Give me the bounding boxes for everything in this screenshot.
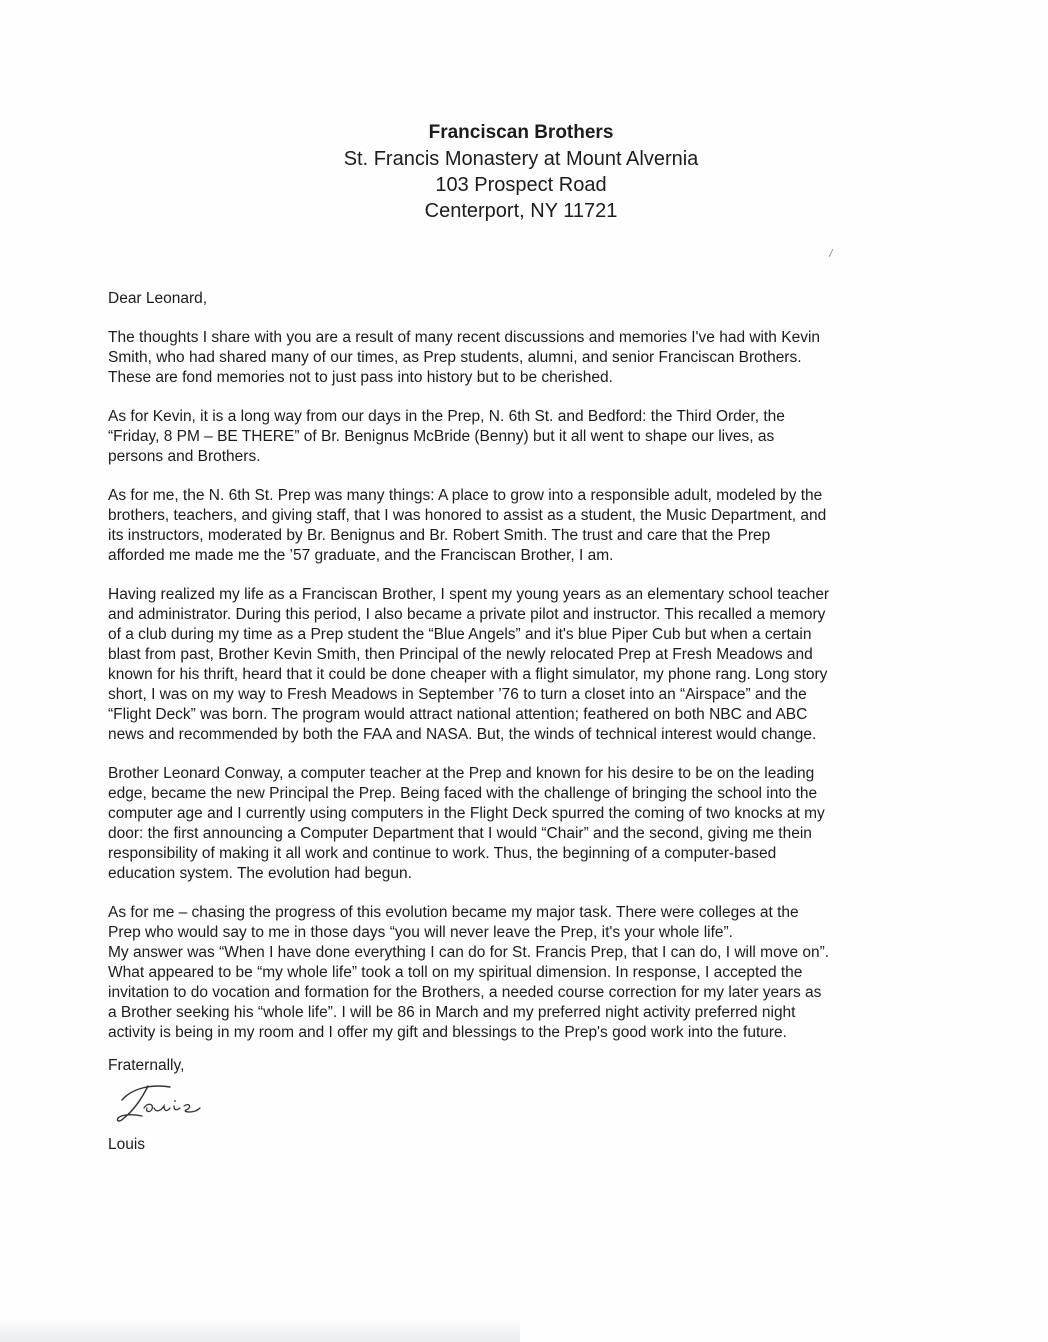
paragraph-line: persons and Brothers. (108, 448, 261, 465)
paragraph-line: Having realized my life as a Franciscan Brother, I spent my young years as an elementary school teacher (108, 586, 830, 603)
paragraph-line: its instructors, moderated by Br. Benignus and Br. Robert Smith. The trust and care that the Prep (108, 527, 771, 544)
paragraph-1 (108, 328, 928, 388)
paragraph-2 (108, 407, 928, 467)
paragraph-line: invitation to do vocation and formation for the Brothers, a needed course correction for my later years as (108, 984, 822, 1001)
paragraph-line: As for me, the N. 6th St. Prep was many things: A place to grow into a responsible adult, modeled by the (108, 487, 823, 504)
paragraph-line: brothers, teachers, and giving staff, that I was honored to assist as a student, the Music Department, and (108, 507, 827, 524)
paragraph-line: responsibility of making it all work and continue to work. Thus, the beginning of a computer-based (108, 845, 777, 862)
paragraph-line: and administrator. During this period, I also became a private pilot and instructor. This recalled a memory (108, 606, 826, 623)
paragraph-line: afforded me made me the ’57 graduate, and the Franciscan Brother, I am. (108, 547, 614, 564)
paragraph-line: “Friday, 8 PM – BE THERE” of Br. Benignus McBride (Benny) but it all went to shape our lives, as (108, 428, 775, 445)
signer-name: Louis (108, 1136, 146, 1153)
letterhead-monastery: St. Francis Monastery at Mount Alvernia (343, 148, 699, 170)
handwritten-signature (112, 1078, 222, 1128)
letterhead-city: Centerport, NY 11721 (424, 200, 618, 222)
scan-mark (827, 248, 835, 258)
paragraph-line: news and recommended by both the FAA and NASA. But, the winds of technical interest would change. (108, 726, 817, 743)
salutation: Dear Leonard, (108, 290, 208, 307)
paragraph-line: What appeared to be “my whole life” took a toll on my spiritual dimension. In response, I accepted the (108, 964, 803, 981)
closing: Fraternally, (108, 1057, 185, 1074)
paragraph-line: Smith, who had shared many of our times, as Prep students, alumni, and senior Franciscan Brothers. (108, 349, 802, 366)
letterhead (0, 120, 1042, 224)
paragraph-line: short, I was on my way to Fresh Meadows in September ’76 to turn a closet into an “Airspace” and the (108, 686, 807, 703)
paragraph-4 (108, 585, 928, 745)
paragraph-line: Prep who would say to me in those days “you will never leave the Prep, it's your whole life”. (108, 924, 733, 941)
paragraph-line: “Flight Deck” was born. The program would attract national attention; feathered on both NBC and ABC (108, 706, 808, 723)
paragraph-line: of a club during my time as a Prep student the “Blue Angels” and it's blue Piper Cub but when a certain (108, 626, 812, 643)
paragraph-5 (108, 764, 928, 884)
letterhead-street: 103 Prospect Road (435, 174, 607, 196)
letterhead-organization: Franciscan Brothers (428, 122, 614, 143)
paragraph-line: As for Kevin, it is a long way from our days in the Prep, N. 6th St. and Bedford: the Third Order, the (108, 408, 785, 425)
paragraph-line: computer age and I currently using computers in the Flight Deck spurred the coming of two knocks at my (108, 805, 825, 822)
paragraph-line: These are fond memories not to just pass into history but to be cherished. (108, 369, 613, 386)
paragraph-line: activity is being in my room and I offer my gift and blessings to the Prep's good work into the future. (108, 1024, 787, 1041)
letter-body (108, 289, 928, 1062)
paragraph-line: known for his thrift, heard that it could be done cheaper with a flight simulator, my phone rang. Long story (108, 666, 828, 683)
paragraph-6 (108, 903, 928, 1043)
paragraph-line: My answer was “When I have done everything I can do for St. Francis Prep, that I can do, I will move on”. (108, 944, 830, 961)
paragraph-line: door: the first announcing a Computer Department that I would “Chair” and the second, giving me thein (108, 825, 812, 842)
paragraph-line: blast from past, Brother Kevin Smith, then Principal of the newly relocated Prep at Fresh Meadows and (108, 646, 813, 663)
paragraph-line: edge, became the new Principal the Prep. Being faced with the challenge of bringing the school into the (108, 785, 818, 802)
paragraph-line: a Brother seeking his “whole life”. I will be 86 in March and my preferred night activity preferred night (108, 1004, 796, 1021)
paragraph-3 (108, 486, 928, 566)
scan-edge-shadow (0, 1318, 520, 1342)
paragraph-line: education system. The evolution had begun. (108, 865, 412, 882)
paragraph-line: As for me – chasing the progress of this evolution became my major task. There were colleges at the (108, 904, 799, 921)
paragraph-line: Brother Leonard Conway, a computer teacher at the Prep and known for his desire to be on the leading (108, 765, 815, 782)
paragraph-line: The thoughts I share with you are a result of many recent discussions and memories I've had with Kevin (108, 329, 821, 346)
